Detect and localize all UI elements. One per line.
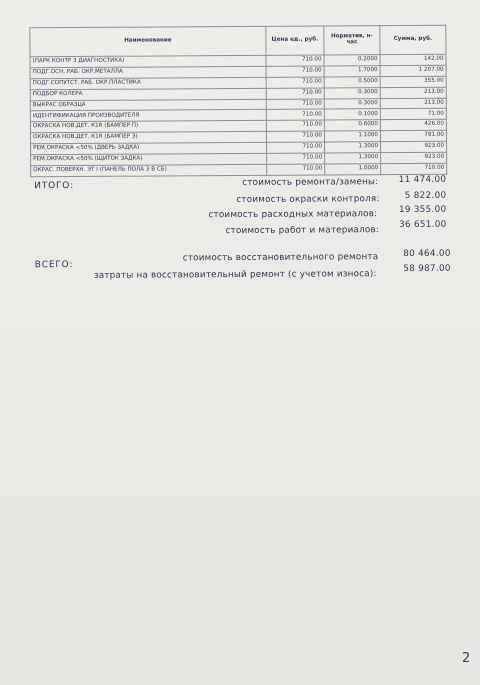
row-sum-cell: 71.00 [380, 109, 446, 120]
row-price-cell: 710.00 [266, 120, 324, 131]
row-price-cell: 710.00 [266, 88, 324, 99]
row-sum-cell: 142.00 [380, 54, 446, 65]
total-line-value: 19 355.00 [398, 204, 447, 216]
row-price-cell: 710.00 [266, 99, 324, 110]
total-line-value: 36 651.00 [399, 219, 447, 231]
row-price-cell: 710.00 [266, 77, 324, 88]
row-sum-cell: 355.00 [380, 76, 446, 87]
row-price-cell: 710.00 [267, 153, 325, 164]
row-norm-cell: 1.7000 [324, 66, 380, 77]
row-norm-cell: 0.2000 [324, 55, 380, 66]
total-line-label: стоимость окраски контроля: [236, 194, 380, 206]
row-norm-cell: 0.1000 [324, 109, 380, 120]
row-sum-cell: 710.00 [381, 163, 447, 174]
grand-line-label: затраты на восстановительный ремонт (с учетом износа): [93, 269, 377, 281]
row-sum-cell: 923.00 [381, 141, 447, 152]
row-sum-cell: 213.00 [380, 98, 446, 109]
total-line-label: стоимость работ и материалов: [225, 225, 380, 237]
row-price-cell: 710.00 [266, 66, 324, 77]
row-sum-cell: 213.00 [380, 87, 446, 98]
row-name-cell: ОКРАСКА НОВ.ДЕТ. К1R (БАМПЕР З) [30, 132, 266, 144]
row-price-cell: 710.00 [267, 142, 325, 153]
page-number: 2 [462, 651, 471, 666]
grand-line-label: стоимость восстановительного ремонта [182, 252, 379, 264]
header-name: Наименование [30, 26, 266, 56]
row-price-cell: 710.00 [266, 109, 324, 120]
row-sum-cell: 781.00 [380, 130, 446, 141]
row-name-cell: ВЫКРАС ОБРАЗЦА [30, 99, 266, 111]
row-name-cell: ИДЕНТИФИКАЦИЯ ПРОИЗВОДИТЕЛЯ [30, 110, 266, 122]
row-price-cell: 710.00 [266, 55, 324, 66]
total-line-value: 5 822.00 [404, 190, 447, 201]
row-sum-cell: 426.00 [380, 120, 446, 131]
row-sum-cell: 1 207.00 [380, 65, 446, 76]
row-norm-cell: 1.0000 [325, 164, 381, 175]
row-norm-cell: 1.3000 [325, 142, 381, 153]
header-norm: Норматив, н-час [324, 26, 380, 55]
row-name-cell: РЕМ.ОКРАСКА <50% (ДВЕРЬ ЗАДКА) [31, 142, 267, 154]
total-line-label: стоимость ремонта/замены: [242, 177, 379, 188]
row-name-cell: ПОДГ.СОПУТСТ. РАБ. ОКР.ПЛАСТИКА [30, 77, 266, 89]
table-header-row [30, 25, 446, 57]
row-price-cell: 710.00 [266, 131, 324, 142]
total-line-label: стоимость расходных материалов: [208, 209, 378, 221]
total-line-value: 11 474.00 [398, 174, 447, 186]
row-name-cell: ОКРАСКА НОВ.ДЕТ. К1R (БАМПЕР П) [30, 121, 266, 133]
row-name-cell: ПОДБОР КОЛЕРА [30, 88, 266, 100]
row-name-cell: (ПАРК КОНТР 3 ДИАГНОСТИКА) [30, 55, 266, 67]
header-price: Цена ед., руб. [266, 26, 324, 55]
grand-line-value: 58 987.00 [403, 263, 451, 275]
row-norm-cell: 0.3000 [324, 98, 380, 109]
row-sum-cell: 923.00 [381, 152, 447, 163]
row-name-cell: РЕМ.ОКРАСКА <50% (ЩИТОК ЗАДКА) [31, 153, 267, 165]
vsego-label: ВСЕГО: [34, 260, 74, 271]
row-norm-cell: 0.6000 [324, 120, 380, 131]
row-norm-cell: 1.1000 [324, 131, 380, 142]
services-table [29, 25, 447, 177]
row-name-cell: ОКРАС. ПОВЕРХН. ЭТ I (ПАНЕЛЬ ПОЛА З В СБ) [31, 164, 267, 176]
row-norm-cell: 1.3000 [325, 153, 381, 164]
row-norm-cell: 0.5000 [324, 76, 380, 87]
itogo-label: ИТОГО: [34, 181, 75, 192]
row-norm-cell: 0.3000 [324, 87, 380, 98]
row-price-cell: 710.00 [267, 164, 325, 175]
grand-line-value: 80 464.00 [403, 248, 451, 260]
header-sum: Сумма, руб. [380, 25, 446, 54]
row-name-cell: ПОДГ.ОСН. РАБ. ОКР.МЕТАЛЛА [30, 66, 266, 78]
